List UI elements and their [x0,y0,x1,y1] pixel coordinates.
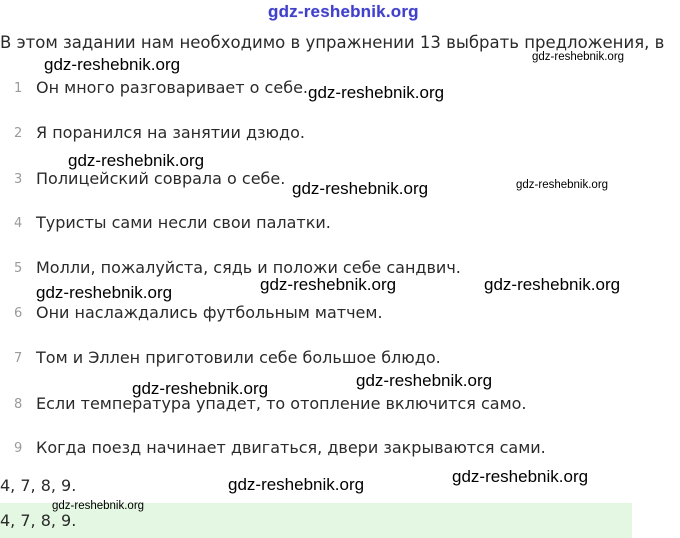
item-text: Я поранился на занятии дзюдо. [36,123,305,142]
watermark: gdz-reshebnik.org [356,371,493,390]
answer-highlighted-text: 4, 7, 8, 9. [0,511,77,530]
watermark: gdz-reshebnik.org [308,83,445,102]
answer-text: 4, 7, 8, 9. [0,476,77,495]
item-number: 8 [14,397,23,412]
watermark: gdz-reshebnik.org [132,379,269,398]
item-text: Том и Эллен приготовили себе большое блюдо. [36,348,441,367]
item-text: Они наслаждались футбольным матчем. [36,303,383,322]
watermark: gdz-reshebnik.org [260,275,397,294]
item-number: 5 [14,261,23,276]
item-text: Полицейский соврала о себе. [36,169,286,188]
task-intro: В этом задании нам необходимо в упражнении 13 выбрать предложения, в [0,33,665,52]
watermark: gdz-reshebnik.org [532,51,625,63]
watermark: gdz-reshebnik.org [68,151,205,170]
item-number: 9 [14,441,23,456]
item-number: 6 [14,306,23,321]
watermark: gdz-reshebnik.org [452,467,589,486]
watermark: gdz-reshebnik.org [36,283,173,302]
item-text: Молли, пожалуйста, сядь и положи себе сандвич. [36,258,461,277]
watermark: gdz-reshebnik.org [52,500,145,512]
item-number: 4 [14,216,23,231]
watermark: gdz-reshebnik.org [228,475,365,494]
watermark: gdz-reshebnik.org [484,275,621,294]
item-text: Если температура упадет, то отопление включится само. [36,394,527,413]
item-number: 1 [14,81,23,96]
watermark: gdz-reshebnik.org [44,55,181,74]
item-text: Когда поезд начинает двигаться, двери закрываются сами. [36,438,546,457]
item-number: 3 [14,172,23,187]
item-text: Он много разговаривает о себе. [36,78,308,97]
item-number: 2 [14,126,23,141]
item-number: 7 [14,351,23,366]
watermark: gdz-reshebnik.org [516,179,609,191]
item-text: Туристы сами несли свои палатки. [36,213,331,232]
watermark: gdz-reshebnik.org [292,179,429,198]
site-logo[interactable]: gdz-reshebnik.org [268,2,419,21]
